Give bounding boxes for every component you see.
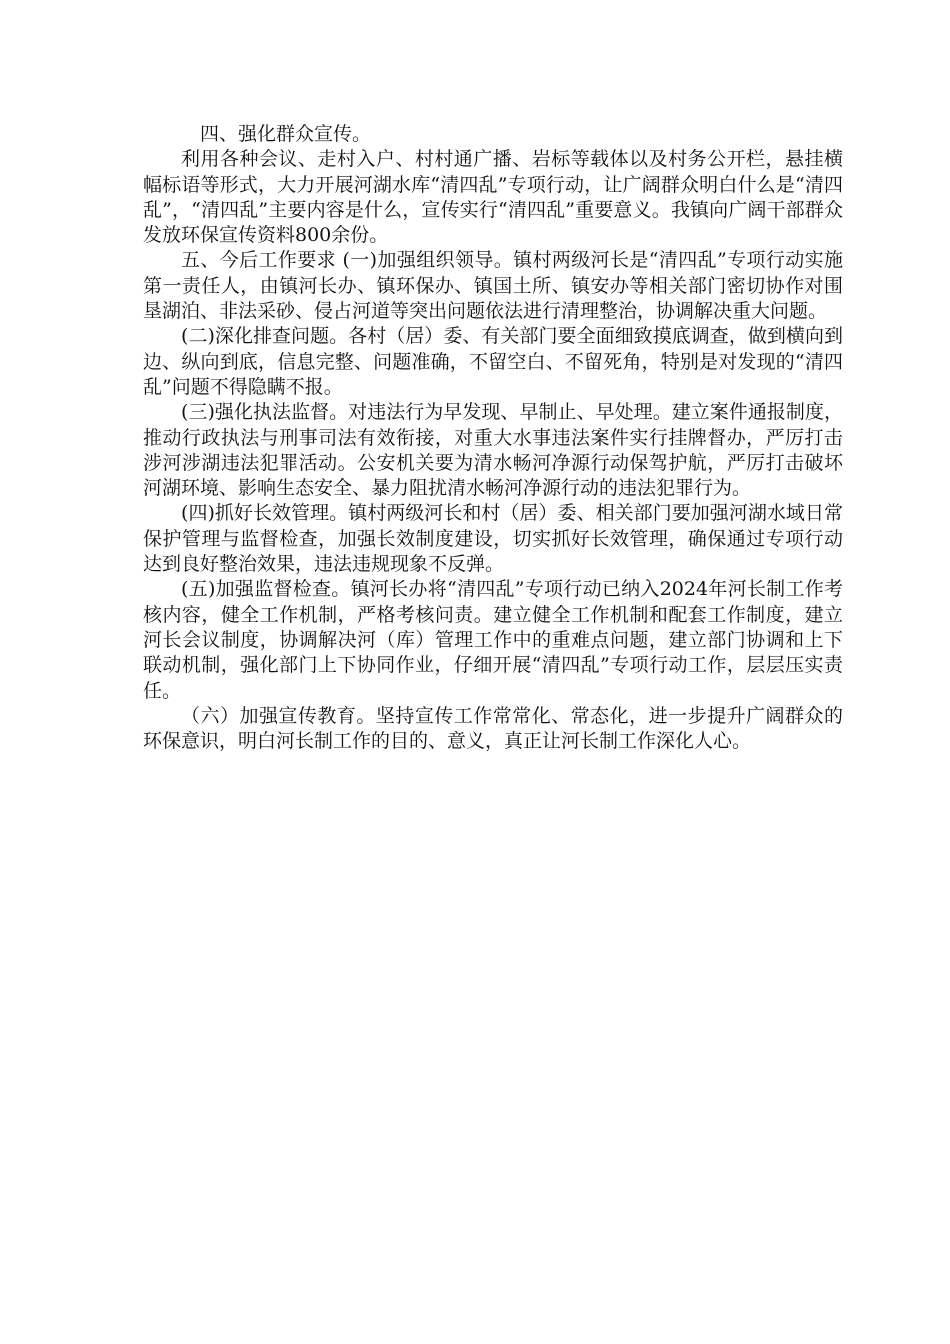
paragraph-publicity-education: （六）加强宣传教育。坚持宣传工作常常化、常态化，进一步提升广阔群众的环保意识，明白河长制工作的目的、意义，真正让河长制工作深化人心。 (143, 704, 843, 753)
paragraph-law-enforcement: (三)强化执法监督。对违法行为早发现、早制止、早处理。建立案件通报制度，推动行政执法与刑事司法有效衔接，对重大水事违法案件实行挂牌督办，严厉打击涉河涉湖违法犯罪活动。公安机关要为清水畅河净源行动保驾护航，严厉打击破坏河湖环境、影响生态安全、暴力阻扰清水畅河净源行动的违法犯罪行为。 (143, 401, 843, 500)
paragraph-deepen-investigation: (二)深化排查问题。各村（居）委、有关部门要全面细致摸底调查，做到横向到边、纵向到底，信息完整、问题准确，不留空白、不留死角，特别是对发现的“清四乱”问题不得隐瞒不报。 (143, 325, 843, 398)
paragraph-publicity-methods: 利用各种会议、走村入户、村村通广播、岩标等载体以及村务公开栏，悬挂横幅标语等形式，大力开展河湖水库“清四乱”专项行动，让广阔群众明白什么是“清四乱”，“清四乱”主要内容是什么，宣传实行“清四乱”重要意义。我镇向广阔干部群众发放环保宣传资料800余份。 (143, 148, 843, 247)
document-body (143, 122, 843, 754)
paragraph-long-term-management: (四)抓好长效管理。镇村两级河长和村（居）委、相关部门要加强河湖水域日常保护管理与监督检查，加强长效制度建设，切实抓好长效管理，确保通过专项行动达到良好整治效果，违法违规现象不反弹。 (143, 502, 843, 576)
section-heading-publicity: 四、强化群众宣传。 (200, 123, 372, 145)
paragraph-supervision-inspection: (五)加强监督检查。镇河长办将“清四乱”专项行动已纳入2024年河长制工作考核内容，健全工作机制，严格考核问责。建立健全工作机制和配套工作制度，建立河长会议制度，协调解决河（库）管理工作中的重难点问题，建立部门协调和上下联动机制，强化部门上下协同作业，仔细开展“清四乱”专项行动工作，层层压实责任。 (143, 578, 843, 702)
paragraph-future-requirements-leadership: 五、今后工作要求 (一)加强组织领导。镇村两级河长是“清四乱”专项行动实施第一责任人，由镇河长办、镇环保办、镇国土所、镇安办等相关部门密切协作对围垦湖泊、非法采砂、侵占河道等突出问题依法进行清理整治，协调解决重大问题。 (143, 249, 843, 323)
